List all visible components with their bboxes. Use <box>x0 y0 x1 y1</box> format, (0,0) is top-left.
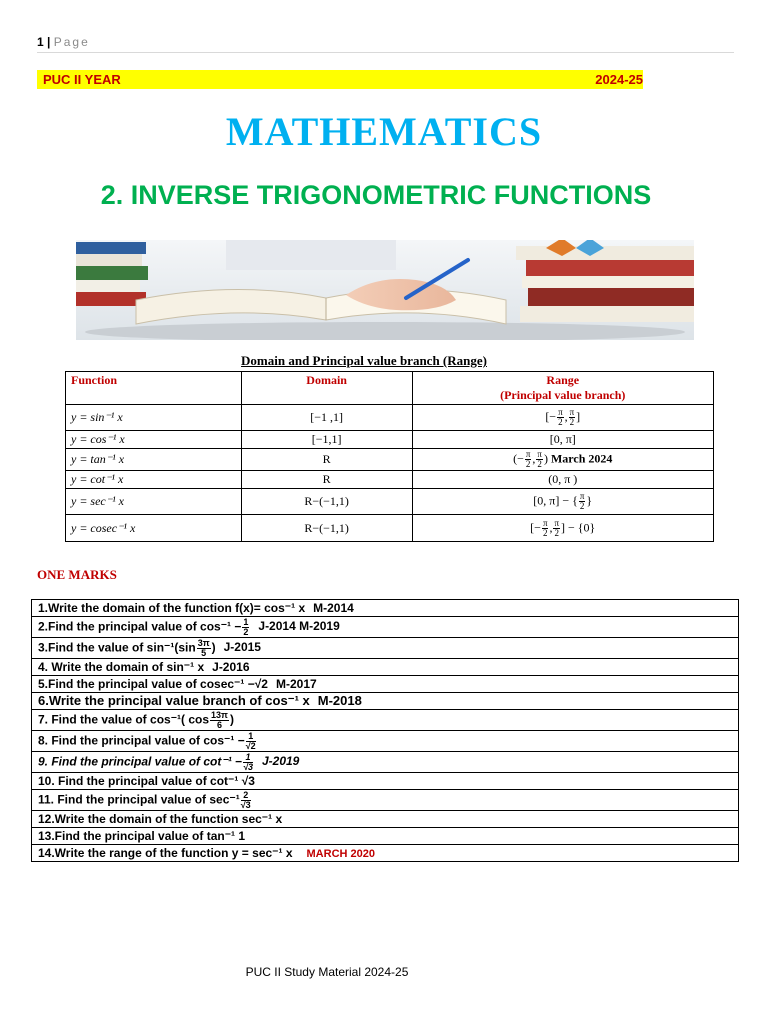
table-header-row <box>66 372 714 405</box>
range-cell: [0, π] − { $\frac{\pi}{2}$ } <box>412 489 714 515</box>
question-row: 7. Find the value of cos⁻¹( cos $\frac{13\pi}{6}$ ) <box>32 710 739 731</box>
question-text: 1.Write the domain of the function f(x)= cos⁻¹ x <box>38 601 306 615</box>
table-row <box>66 449 714 471</box>
page-footer: PUC II Study Material 2024-25 <box>245 965 409 979</box>
domain-cell: R−(−1,1) <box>241 515 412 542</box>
page-separator: | <box>47 35 51 49</box>
header-domain: Domain <box>241 372 412 405</box>
page-header <box>37 35 90 49</box>
function-cell: y = cos⁻¹ x <box>66 431 242 449</box>
question-text: 14.Write the range of the function y = sec⁻¹ x <box>38 846 293 860</box>
range-cell: (0, π ) <box>412 471 714 489</box>
book-stack-left <box>76 242 148 306</box>
question-tag: MARCH 2020 <box>306 848 375 860</box>
page-word: Page <box>53 35 90 49</box>
table-row <box>66 431 714 449</box>
question-text: 7. Find the value of cos⁻¹( cos <box>38 712 210 727</box>
table-caption: Domain and Principal value branch (Range) <box>241 353 487 368</box>
question-row: 11. Find the principal value of sec⁻¹ $\frac{2}{√3}$ <box>32 790 739 811</box>
header-range-sub: (Principal value branch) <box>500 388 626 402</box>
question-text: 3.Find the value of sin⁻¹(sin <box>38 640 196 655</box>
question-row <box>32 659 739 676</box>
question-tag: J-2014 M-2019 <box>258 619 340 634</box>
question-text: 10. Find the principal value of cot⁻¹ √3 <box>38 774 255 788</box>
question-row: 3.Find the value of sin⁻¹(sin $\frac{3\pi}{5}$ ) J-2015 <box>32 638 739 659</box>
book-stack-right <box>516 240 694 322</box>
range-cell: (− $\frac{\pi}{2}$ , $\frac{\pi}{2}$ ) March 2024 <box>412 449 714 471</box>
header-range-title: Range <box>546 373 580 387</box>
question-row <box>32 828 739 845</box>
chapter-title: 2. INVERSE TRIGONOMETRIC FUNCTIONS <box>100 180 652 210</box>
study-banner-image <box>76 240 694 340</box>
question-tag: M-2014 <box>313 601 354 615</box>
academic-year: 2024-25 <box>595 72 643 87</box>
question-row: 2.Find the principal value of cos⁻¹ − $\frac{1}{2}$ J-2014 M-2019 <box>32 617 739 638</box>
highlight-bar <box>37 70 643 89</box>
function-cell: y = tan⁻¹ x <box>66 449 242 471</box>
table-row <box>66 471 714 489</box>
domain-cell: R−(−1,1) <box>241 489 412 515</box>
question-text: 2.Find the principal value of cos⁻¹ − <box>38 619 242 634</box>
header-function: Function <box>66 372 242 405</box>
function-cell: y = cosec⁻¹ x <box>66 515 242 542</box>
table-row <box>66 489 714 515</box>
domain-cell: R <box>241 471 412 489</box>
page-title: MATHEMATICS <box>225 109 543 154</box>
range-note: March 2024 <box>550 451 613 466</box>
question-tag: M-2017 <box>275 677 317 691</box>
function-cell: y = sin⁻¹ x <box>66 405 242 431</box>
questions-table <box>31 599 739 862</box>
question-text: 6.Write the principal value branch of cos⁻¹ x <box>38 693 310 708</box>
question-row <box>32 676 739 693</box>
question-row <box>32 845 739 862</box>
question-tag: J-2015 <box>223 640 261 655</box>
page-number: 1 <box>37 35 44 49</box>
domain-cell: [−1,1] <box>241 431 412 449</box>
table-row <box>66 515 714 542</box>
domain-cell: R <box>241 449 412 471</box>
question-row <box>32 693 739 710</box>
table-row <box>66 405 714 431</box>
domain-range-table <box>65 371 714 542</box>
question-tag: M-2018 <box>317 693 362 708</box>
question-text: 4. Write the domain of sin⁻¹ x <box>38 660 205 674</box>
domain-cell: [−1 ,1] <box>241 405 412 431</box>
question-text: 13.Find the principal value of tan⁻¹ 1 <box>38 829 246 843</box>
question-tag: J-2016 <box>212 660 250 674</box>
question-row: 9. Find the principal value of cot⁻¹ − $\frac{1}{√3}$ J-2019 <box>32 752 739 773</box>
question-row: 8. Find the principal value of cos⁻¹ − $\frac{1}{√2}$ <box>32 731 739 752</box>
range-cell: [− $\frac{\pi}{2}$ , $\frac{\pi}{2}$ ] − {0} <box>412 515 714 542</box>
question-row <box>32 773 739 790</box>
header-range <box>412 372 714 405</box>
range-cell: [− $\frac{\pi}{2}$ , $\frac{\pi}{2}$ ] <box>412 405 714 431</box>
question-text: 11. Find the principal value of sec⁻¹ <box>38 792 240 807</box>
question-tag: J-2019 <box>261 754 300 769</box>
question-text: 5.Find the principal value of cosec⁻¹ −√2 <box>38 677 268 691</box>
section-title: ONE MARKS <box>37 567 117 582</box>
header-divider <box>37 52 734 53</box>
question-text: 9. Find the principal value of cot⁻¹ − <box>38 754 243 769</box>
question-row <box>32 600 739 617</box>
question-text: 12.Write the domain of the function sec⁻¹ x <box>38 812 283 826</box>
question-text: 8. Find the principal value of cos⁻¹ − <box>38 733 245 748</box>
year-label: PUC II YEAR <box>43 72 121 87</box>
function-cell: y = cot⁻¹ x <box>66 471 242 489</box>
question-row <box>32 811 739 828</box>
function-cell: y = sec⁻¹ x <box>66 489 242 515</box>
range-cell: [0, π] <box>412 431 714 449</box>
